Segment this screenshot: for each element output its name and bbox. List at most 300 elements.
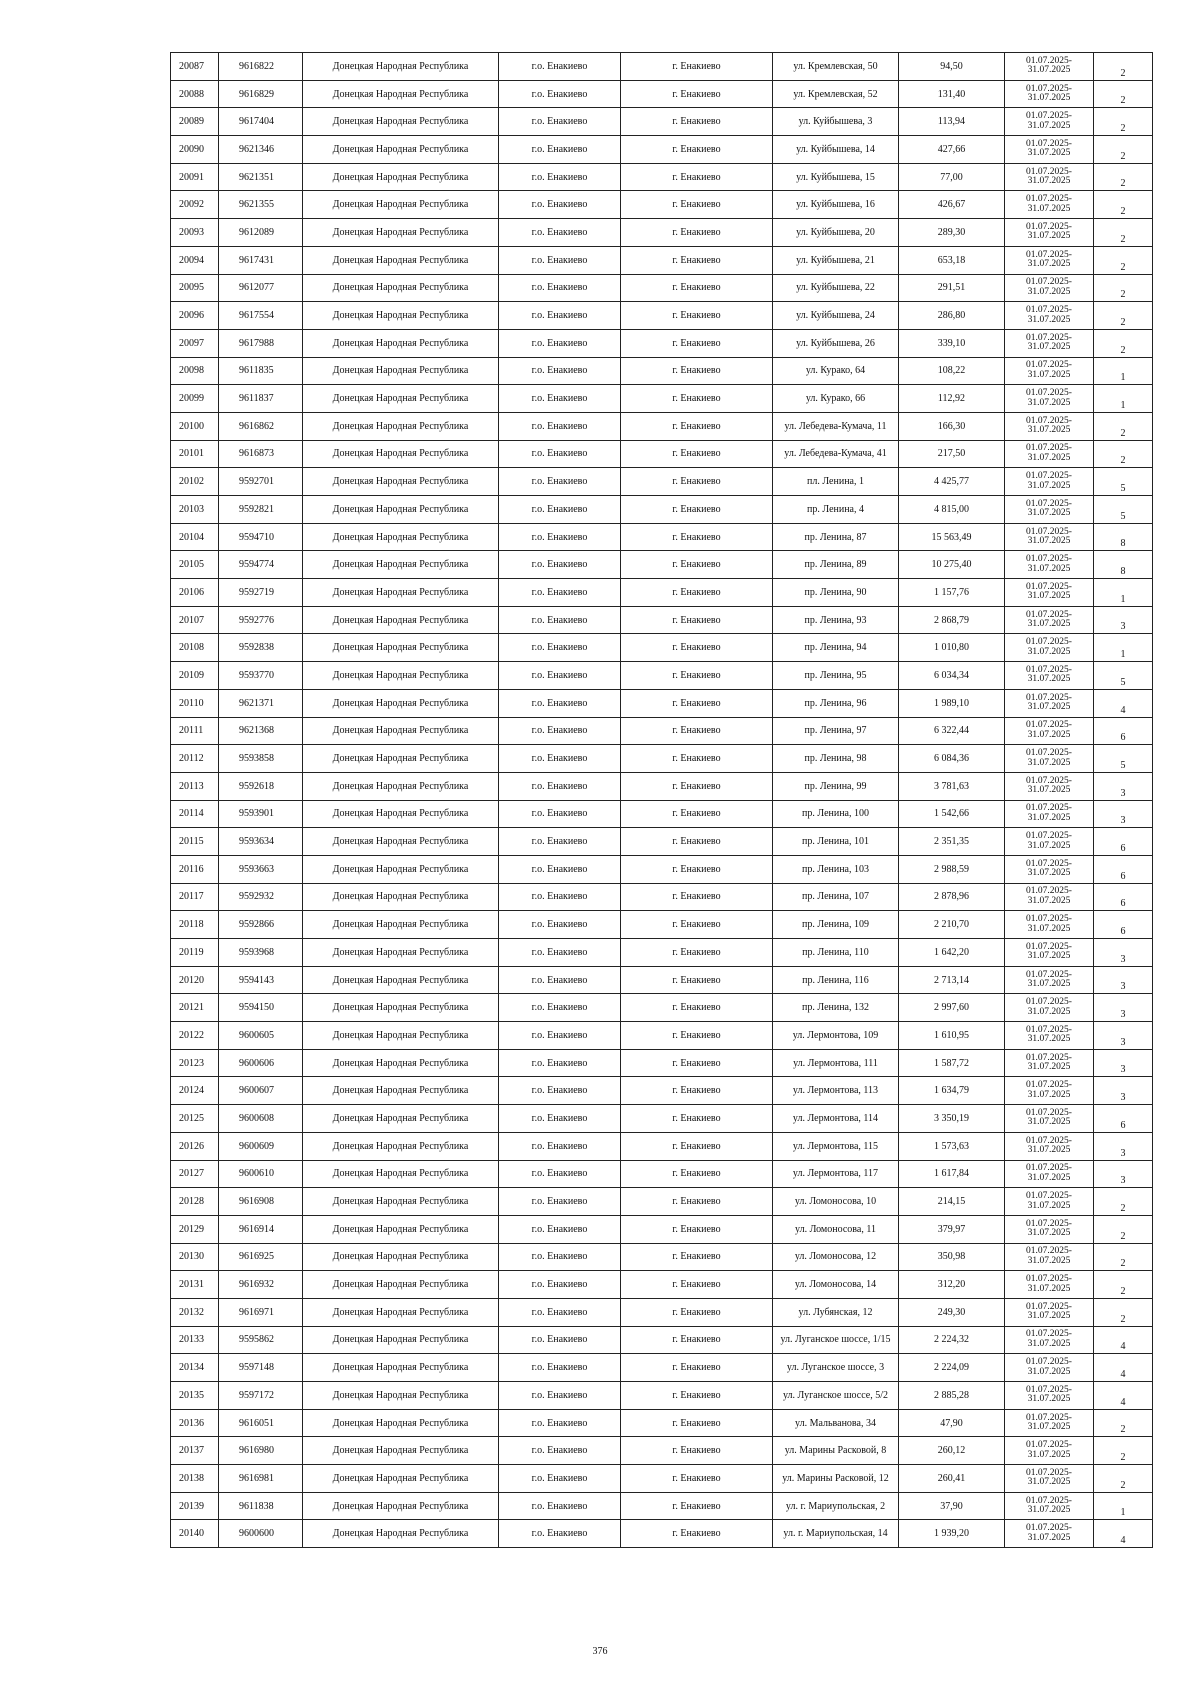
area-cell: 427,66: [899, 136, 1005, 164]
municipal-district-cell: г.о. Енакиево: [499, 246, 621, 274]
count-cell: 6: [1094, 717, 1153, 745]
region-cell: Донецкая Народная Республика: [303, 551, 499, 579]
settlement-cell: г. Енакиево: [621, 1492, 773, 1520]
municipal-district-cell: г.о. Енакиево: [499, 606, 621, 634]
municipal-district-cell: г.о. Енакиево: [499, 385, 621, 413]
settlement-cell: г. Енакиево: [621, 1465, 773, 1493]
address-cell: пр. Ленина, 109: [773, 911, 899, 939]
settlement-cell: г. Енакиево: [621, 911, 773, 939]
period-cell: 01.07.2025-31.07.2025: [1005, 579, 1094, 607]
period-cell: 01.07.2025-31.07.2025: [1005, 662, 1094, 690]
municipal-district-cell: г.о. Енакиево: [499, 1160, 621, 1188]
record-number-cell: 20098: [171, 357, 219, 385]
record-number-cell: 20140: [171, 1520, 219, 1548]
area-cell: 77,00: [899, 163, 1005, 191]
region-cell: Донецкая Народная Республика: [303, 496, 499, 524]
area-cell: 112,92: [899, 385, 1005, 413]
table-row: [171, 828, 1153, 856]
count-cell: 8: [1094, 551, 1153, 579]
area-cell: 286,80: [899, 302, 1005, 330]
table-row: [171, 717, 1153, 745]
period-cell: 01.07.2025-31.07.2025: [1005, 302, 1094, 330]
record-number-cell: 20110: [171, 689, 219, 717]
period-cell: 01.07.2025-31.07.2025: [1005, 440, 1094, 468]
settlement-cell: г. Енакиево: [621, 1382, 773, 1410]
address-cell: ул. Куйбышева, 3: [773, 108, 899, 136]
municipal-district-cell: г.о. Енакиево: [499, 966, 621, 994]
address-cell: пр. Ленина, 110: [773, 939, 899, 967]
address-cell: ул. Луганское шоссе, 3: [773, 1354, 899, 1382]
area-cell: 214,15: [899, 1188, 1005, 1216]
region-cell: Донецкая Народная Республика: [303, 579, 499, 607]
page-number: 376: [592, 1646, 608, 1657]
region-cell: Донецкая Народная Республика: [303, 662, 499, 690]
settlement-cell: г. Енакиево: [621, 1022, 773, 1050]
address-cell: ул. Лермонтова, 114: [773, 1105, 899, 1133]
address-cell: ул. Куйбышева, 15: [773, 163, 899, 191]
municipal-district-cell: г.о. Енакиево: [499, 1465, 621, 1493]
period-cell: 01.07.2025-31.07.2025: [1005, 1215, 1094, 1243]
record-number-cell: 20102: [171, 468, 219, 496]
period-cell: 01.07.2025-31.07.2025: [1005, 1492, 1094, 1520]
count-cell: 2: [1094, 1188, 1153, 1216]
address-cell: ул. Куйбышева, 16: [773, 191, 899, 219]
object-code-cell: 9612089: [219, 219, 303, 247]
object-code-cell: 9593901: [219, 800, 303, 828]
address-cell: ул. г. Мариупольская, 2: [773, 1492, 899, 1520]
record-number-cell: 20104: [171, 523, 219, 551]
address-cell: ул. Лубянская, 12: [773, 1298, 899, 1326]
period-cell: 01.07.2025-31.07.2025: [1005, 136, 1094, 164]
municipal-district-cell: г.о. Енакиево: [499, 717, 621, 745]
count-cell: 3: [1094, 772, 1153, 800]
table-row: [171, 1215, 1153, 1243]
settlement-cell: г. Енакиево: [621, 939, 773, 967]
address-cell: ул. Ломоносова, 11: [773, 1215, 899, 1243]
table-row: [171, 412, 1153, 440]
address-cell: ул. Лермонтова, 115: [773, 1132, 899, 1160]
municipal-district-cell: г.о. Енакиево: [499, 440, 621, 468]
region-cell: Донецкая Народная Республика: [303, 1326, 499, 1354]
record-number-cell: 20121: [171, 994, 219, 1022]
address-cell: ул. Марины Расковой, 8: [773, 1437, 899, 1465]
object-code-cell: 9592838: [219, 634, 303, 662]
municipal-district-cell: г.о. Енакиево: [499, 1188, 621, 1216]
region-cell: Донецкая Народная Республика: [303, 994, 499, 1022]
settlement-cell: г. Енакиево: [621, 606, 773, 634]
object-code-cell: 9594150: [219, 994, 303, 1022]
region-cell: Донецкая Народная Республика: [303, 163, 499, 191]
address-cell: пр. Ленина, 89: [773, 551, 899, 579]
record-number-cell: 20097: [171, 329, 219, 357]
municipal-district-cell: г.о. Енакиево: [499, 357, 621, 385]
address-cell: ул. Куйбышева, 14: [773, 136, 899, 164]
region-cell: Донецкая Народная Республика: [303, 468, 499, 496]
record-number-cell: 20133: [171, 1326, 219, 1354]
address-cell: ул. Куйбышева, 24: [773, 302, 899, 330]
address-cell: ул. Куйбышева, 21: [773, 246, 899, 274]
period-cell: 01.07.2025-31.07.2025: [1005, 717, 1094, 745]
municipal-district-cell: г.о. Енакиево: [499, 662, 621, 690]
address-cell: пр. Ленина, 97: [773, 717, 899, 745]
address-cell: пр. Ленина, 98: [773, 745, 899, 773]
area-cell: 426,67: [899, 191, 1005, 219]
table-row: [171, 1105, 1153, 1133]
object-code-cell: 9600607: [219, 1077, 303, 1105]
count-cell: 1: [1094, 385, 1153, 413]
area-cell: 2 988,59: [899, 855, 1005, 883]
count-cell: 2: [1094, 108, 1153, 136]
object-code-cell: 9592719: [219, 579, 303, 607]
address-cell: пр. Ленина, 93: [773, 606, 899, 634]
region-cell: Донецкая Народная Республика: [303, 1022, 499, 1050]
region-cell: Донецкая Народная Республика: [303, 855, 499, 883]
settlement-cell: г. Енакиево: [621, 163, 773, 191]
settlement-cell: г. Енакиево: [621, 1354, 773, 1382]
address-cell: пр. Ленина, 94: [773, 634, 899, 662]
region-cell: Донецкая Народная Республика: [303, 883, 499, 911]
region-cell: Донецкая Народная Республика: [303, 191, 499, 219]
object-code-cell: 9595862: [219, 1326, 303, 1354]
period-cell: 01.07.2025-31.07.2025: [1005, 634, 1094, 662]
municipal-district-cell: г.о. Енакиево: [499, 1271, 621, 1299]
settlement-cell: г. Енакиево: [621, 108, 773, 136]
area-cell: 113,94: [899, 108, 1005, 136]
table-row: [171, 1437, 1153, 1465]
municipal-district-cell: г.о. Енакиево: [499, 1437, 621, 1465]
count-cell: 6: [1094, 911, 1153, 939]
object-code-cell: 9600610: [219, 1160, 303, 1188]
object-code-cell: 9593968: [219, 939, 303, 967]
count-cell: 4: [1094, 1520, 1153, 1548]
table-row: [171, 1326, 1153, 1354]
count-cell: 2: [1094, 1437, 1153, 1465]
period-cell: 01.07.2025-31.07.2025: [1005, 80, 1094, 108]
count-cell: 3: [1094, 800, 1153, 828]
period-cell: 01.07.2025-31.07.2025: [1005, 246, 1094, 274]
object-code-cell: 9611838: [219, 1492, 303, 1520]
address-cell: пр. Ленина, 101: [773, 828, 899, 856]
address-cell: пл. Ленина, 1: [773, 468, 899, 496]
area-cell: 2 878,96: [899, 883, 1005, 911]
object-code-cell: 9600608: [219, 1105, 303, 1133]
address-cell: пр. Ленина, 90: [773, 579, 899, 607]
object-code-cell: 9616873: [219, 440, 303, 468]
region-cell: Донецкая Народная Республика: [303, 357, 499, 385]
table-row: [171, 523, 1153, 551]
object-code-cell: 9592932: [219, 883, 303, 911]
period-cell: 01.07.2025-31.07.2025: [1005, 883, 1094, 911]
table-row: [171, 1022, 1153, 1050]
record-number-cell: 20132: [171, 1298, 219, 1326]
municipal-district-cell: г.о. Енакиево: [499, 1409, 621, 1437]
record-number-cell: 20089: [171, 108, 219, 136]
settlement-cell: г. Енакиево: [621, 1105, 773, 1133]
address-cell: пр. Ленина, 99: [773, 772, 899, 800]
record-number-cell: 20103: [171, 496, 219, 524]
area-cell: 653,18: [899, 246, 1005, 274]
period-cell: 01.07.2025-31.07.2025: [1005, 1105, 1094, 1133]
area-cell: 2 885,28: [899, 1382, 1005, 1410]
count-cell: 6: [1094, 1105, 1153, 1133]
count-cell: 4: [1094, 1326, 1153, 1354]
settlement-cell: г. Енакиево: [621, 1409, 773, 1437]
settlement-cell: г. Енакиево: [621, 662, 773, 690]
period-cell: 01.07.2025-31.07.2025: [1005, 329, 1094, 357]
municipal-district-cell: г.о. Енакиево: [499, 828, 621, 856]
count-cell: 5: [1094, 662, 1153, 690]
record-number-cell: 20120: [171, 966, 219, 994]
count-cell: 2: [1094, 53, 1153, 81]
region-cell: Донецкая Народная Республика: [303, 1298, 499, 1326]
count-cell: 2: [1094, 1215, 1153, 1243]
settlement-cell: г. Енакиево: [621, 800, 773, 828]
housing-registry-table: [170, 52, 1153, 1548]
period-cell: 01.07.2025-31.07.2025: [1005, 745, 1094, 773]
municipal-district-cell: г.о. Енакиево: [499, 412, 621, 440]
municipal-district-cell: г.о. Енакиево: [499, 468, 621, 496]
count-cell: 2: [1094, 302, 1153, 330]
record-number-cell: 20106: [171, 579, 219, 607]
area-cell: 94,50: [899, 53, 1005, 81]
table-row: [171, 191, 1153, 219]
record-number-cell: 20135: [171, 1382, 219, 1410]
region-cell: Донецкая Народная Республика: [303, 828, 499, 856]
area-cell: 289,30: [899, 219, 1005, 247]
object-code-cell: 9616829: [219, 80, 303, 108]
period-cell: 01.07.2025-31.07.2025: [1005, 523, 1094, 551]
address-cell: ул. Кремлевская, 52: [773, 80, 899, 108]
settlement-cell: г. Енакиево: [621, 966, 773, 994]
count-cell: 2: [1094, 440, 1153, 468]
period-cell: 01.07.2025-31.07.2025: [1005, 1022, 1094, 1050]
region-cell: Донецкая Народная Республика: [303, 302, 499, 330]
table-row: [171, 136, 1153, 164]
period-cell: 01.07.2025-31.07.2025: [1005, 689, 1094, 717]
region-cell: Донецкая Народная Республика: [303, 523, 499, 551]
record-number-cell: 20099: [171, 385, 219, 413]
period-cell: 01.07.2025-31.07.2025: [1005, 1188, 1094, 1216]
table-row: [171, 1298, 1153, 1326]
record-number-cell: 20115: [171, 828, 219, 856]
settlement-cell: г. Енакиево: [621, 994, 773, 1022]
settlement-cell: г. Енакиево: [621, 634, 773, 662]
municipal-district-cell: г.о. Енакиево: [499, 219, 621, 247]
object-code-cell: 9593634: [219, 828, 303, 856]
municipal-district-cell: г.о. Енакиево: [499, 1215, 621, 1243]
table-row: [171, 994, 1153, 1022]
table-row: [171, 1160, 1153, 1188]
count-cell: 4: [1094, 689, 1153, 717]
area-cell: 1 989,10: [899, 689, 1005, 717]
address-cell: ул. Лермонтова, 117: [773, 1160, 899, 1188]
object-code-cell: 9621351: [219, 163, 303, 191]
record-number-cell: 20119: [171, 939, 219, 967]
region-cell: Донецкая Народная Республика: [303, 1105, 499, 1133]
address-cell: ул. Курако, 64: [773, 357, 899, 385]
settlement-cell: г. Енакиево: [621, 440, 773, 468]
region-cell: Донецкая Народная Республика: [303, 1382, 499, 1410]
object-code-cell: 9600600: [219, 1520, 303, 1548]
area-cell: 1 610,95: [899, 1022, 1005, 1050]
settlement-cell: г. Енакиево: [621, 80, 773, 108]
table-row: [171, 468, 1153, 496]
settlement-cell: г. Енакиево: [621, 579, 773, 607]
settlement-cell: г. Енакиево: [621, 191, 773, 219]
record-number-cell: 20088: [171, 80, 219, 108]
area-cell: 2 868,79: [899, 606, 1005, 634]
settlement-cell: г. Енакиево: [621, 1132, 773, 1160]
table-row: [171, 246, 1153, 274]
table-row: [171, 1049, 1153, 1077]
period-cell: 01.07.2025-31.07.2025: [1005, 772, 1094, 800]
region-cell: Донецкая Народная Республика: [303, 1520, 499, 1548]
region-cell: Донецкая Народная Республика: [303, 1465, 499, 1493]
count-cell: 2: [1094, 1271, 1153, 1299]
settlement-cell: г. Енакиево: [621, 385, 773, 413]
period-cell: 01.07.2025-31.07.2025: [1005, 468, 1094, 496]
table-row: [171, 745, 1153, 773]
area-cell: 2 224,09: [899, 1354, 1005, 1382]
address-cell: пр. Ленина, 87: [773, 523, 899, 551]
count-cell: 5: [1094, 496, 1153, 524]
address-cell: пр. Ленина, 100: [773, 800, 899, 828]
record-number-cell: 20114: [171, 800, 219, 828]
record-number-cell: 20127: [171, 1160, 219, 1188]
record-number-cell: 20105: [171, 551, 219, 579]
settlement-cell: г. Енакиево: [621, 1271, 773, 1299]
settlement-cell: г. Енакиево: [621, 53, 773, 81]
region-cell: Донецкая Народная Республика: [303, 1354, 499, 1382]
table-row: [171, 579, 1153, 607]
object-code-cell: 9621371: [219, 689, 303, 717]
settlement-cell: г. Енакиево: [621, 357, 773, 385]
record-number-cell: 20128: [171, 1188, 219, 1216]
object-code-cell: 9600606: [219, 1049, 303, 1077]
municipal-district-cell: г.о. Енакиево: [499, 1298, 621, 1326]
region-cell: Донецкая Народная Республика: [303, 329, 499, 357]
object-code-cell: 9616981: [219, 1465, 303, 1493]
object-code-cell: 9600609: [219, 1132, 303, 1160]
count-cell: 3: [1094, 966, 1153, 994]
period-cell: 01.07.2025-31.07.2025: [1005, 1049, 1094, 1077]
settlement-cell: г. Енакиево: [621, 1160, 773, 1188]
count-cell: 2: [1094, 1409, 1153, 1437]
municipal-district-cell: г.о. Енакиево: [499, 329, 621, 357]
period-cell: 01.07.2025-31.07.2025: [1005, 994, 1094, 1022]
object-code-cell: 9592866: [219, 911, 303, 939]
record-number-cell: 20107: [171, 606, 219, 634]
region-cell: Донецкая Народная Республика: [303, 136, 499, 164]
table-body: [171, 53, 1153, 1548]
address-cell: пр. Ленина, 116: [773, 966, 899, 994]
municipal-district-cell: г.о. Енакиево: [499, 1049, 621, 1077]
municipal-district-cell: г.о. Енакиево: [499, 302, 621, 330]
table-row: [171, 966, 1153, 994]
region-cell: Донецкая Народная Республика: [303, 1271, 499, 1299]
period-cell: 01.07.2025-31.07.2025: [1005, 911, 1094, 939]
period-cell: 01.07.2025-31.07.2025: [1005, 828, 1094, 856]
area-cell: 131,40: [899, 80, 1005, 108]
table-row: [171, 662, 1153, 690]
municipal-district-cell: г.о. Енакиево: [499, 551, 621, 579]
table-row: [171, 800, 1153, 828]
object-code-cell: 9617988: [219, 329, 303, 357]
address-cell: пр. Ленина, 4: [773, 496, 899, 524]
period-cell: 01.07.2025-31.07.2025: [1005, 412, 1094, 440]
settlement-cell: г. Енакиево: [621, 551, 773, 579]
record-number-cell: 20134: [171, 1354, 219, 1382]
municipal-district-cell: г.о. Енакиево: [499, 883, 621, 911]
area-cell: 217,50: [899, 440, 1005, 468]
municipal-district-cell: г.о. Енакиево: [499, 80, 621, 108]
record-number-cell: 20122: [171, 1022, 219, 1050]
table-row: [171, 606, 1153, 634]
table-row: [171, 302, 1153, 330]
period-cell: 01.07.2025-31.07.2025: [1005, 163, 1094, 191]
area-cell: 47,90: [899, 1409, 1005, 1437]
record-number-cell: 20112: [171, 745, 219, 773]
address-cell: ул. Мальванова, 34: [773, 1409, 899, 1437]
settlement-cell: г. Енакиево: [621, 1326, 773, 1354]
count-cell: 1: [1094, 1492, 1153, 1520]
table-row: [171, 329, 1153, 357]
area-cell: 1 573,63: [899, 1132, 1005, 1160]
table-row: [171, 219, 1153, 247]
settlement-cell: г. Енакиево: [621, 1520, 773, 1548]
object-code-cell: 9592776: [219, 606, 303, 634]
address-cell: пр. Ленина, 107: [773, 883, 899, 911]
count-cell: 1: [1094, 579, 1153, 607]
object-code-cell: 9617404: [219, 108, 303, 136]
address-cell: ул. Луганское шоссе, 1/15: [773, 1326, 899, 1354]
area-cell: 1 010,80: [899, 634, 1005, 662]
period-cell: 01.07.2025-31.07.2025: [1005, 53, 1094, 81]
region-cell: Донецкая Народная Республика: [303, 745, 499, 773]
object-code-cell: 9616862: [219, 412, 303, 440]
count-cell: 2: [1094, 246, 1153, 274]
area-cell: 15 563,49: [899, 523, 1005, 551]
period-cell: 01.07.2025-31.07.2025: [1005, 385, 1094, 413]
settlement-cell: г. Енакиево: [621, 329, 773, 357]
municipal-district-cell: г.о. Енакиево: [499, 163, 621, 191]
table-row: [171, 1271, 1153, 1299]
record-number-cell: 20129: [171, 1215, 219, 1243]
table-row: [171, 1409, 1153, 1437]
settlement-cell: г. Енакиево: [621, 745, 773, 773]
table-row: [171, 1354, 1153, 1382]
count-cell: 2: [1094, 1243, 1153, 1271]
count-cell: 3: [1094, 606, 1153, 634]
period-cell: 01.07.2025-31.07.2025: [1005, 800, 1094, 828]
object-code-cell: 9616051: [219, 1409, 303, 1437]
area-cell: 260,41: [899, 1465, 1005, 1493]
settlement-cell: г. Енакиево: [621, 523, 773, 551]
table-row: [171, 1382, 1153, 1410]
settlement-cell: г. Енакиево: [621, 468, 773, 496]
region-cell: Донецкая Народная Республика: [303, 1243, 499, 1271]
table-row: [171, 108, 1153, 136]
region-cell: Донецкая Народная Республика: [303, 911, 499, 939]
record-number-cell: 20126: [171, 1132, 219, 1160]
record-number-cell: 20090: [171, 136, 219, 164]
count-cell: 3: [1094, 939, 1153, 967]
table-row: [171, 1243, 1153, 1271]
area-cell: 1 542,66: [899, 800, 1005, 828]
object-code-cell: 9616908: [219, 1188, 303, 1216]
object-code-cell: 9594143: [219, 966, 303, 994]
municipal-district-cell: г.о. Енакиево: [499, 1077, 621, 1105]
